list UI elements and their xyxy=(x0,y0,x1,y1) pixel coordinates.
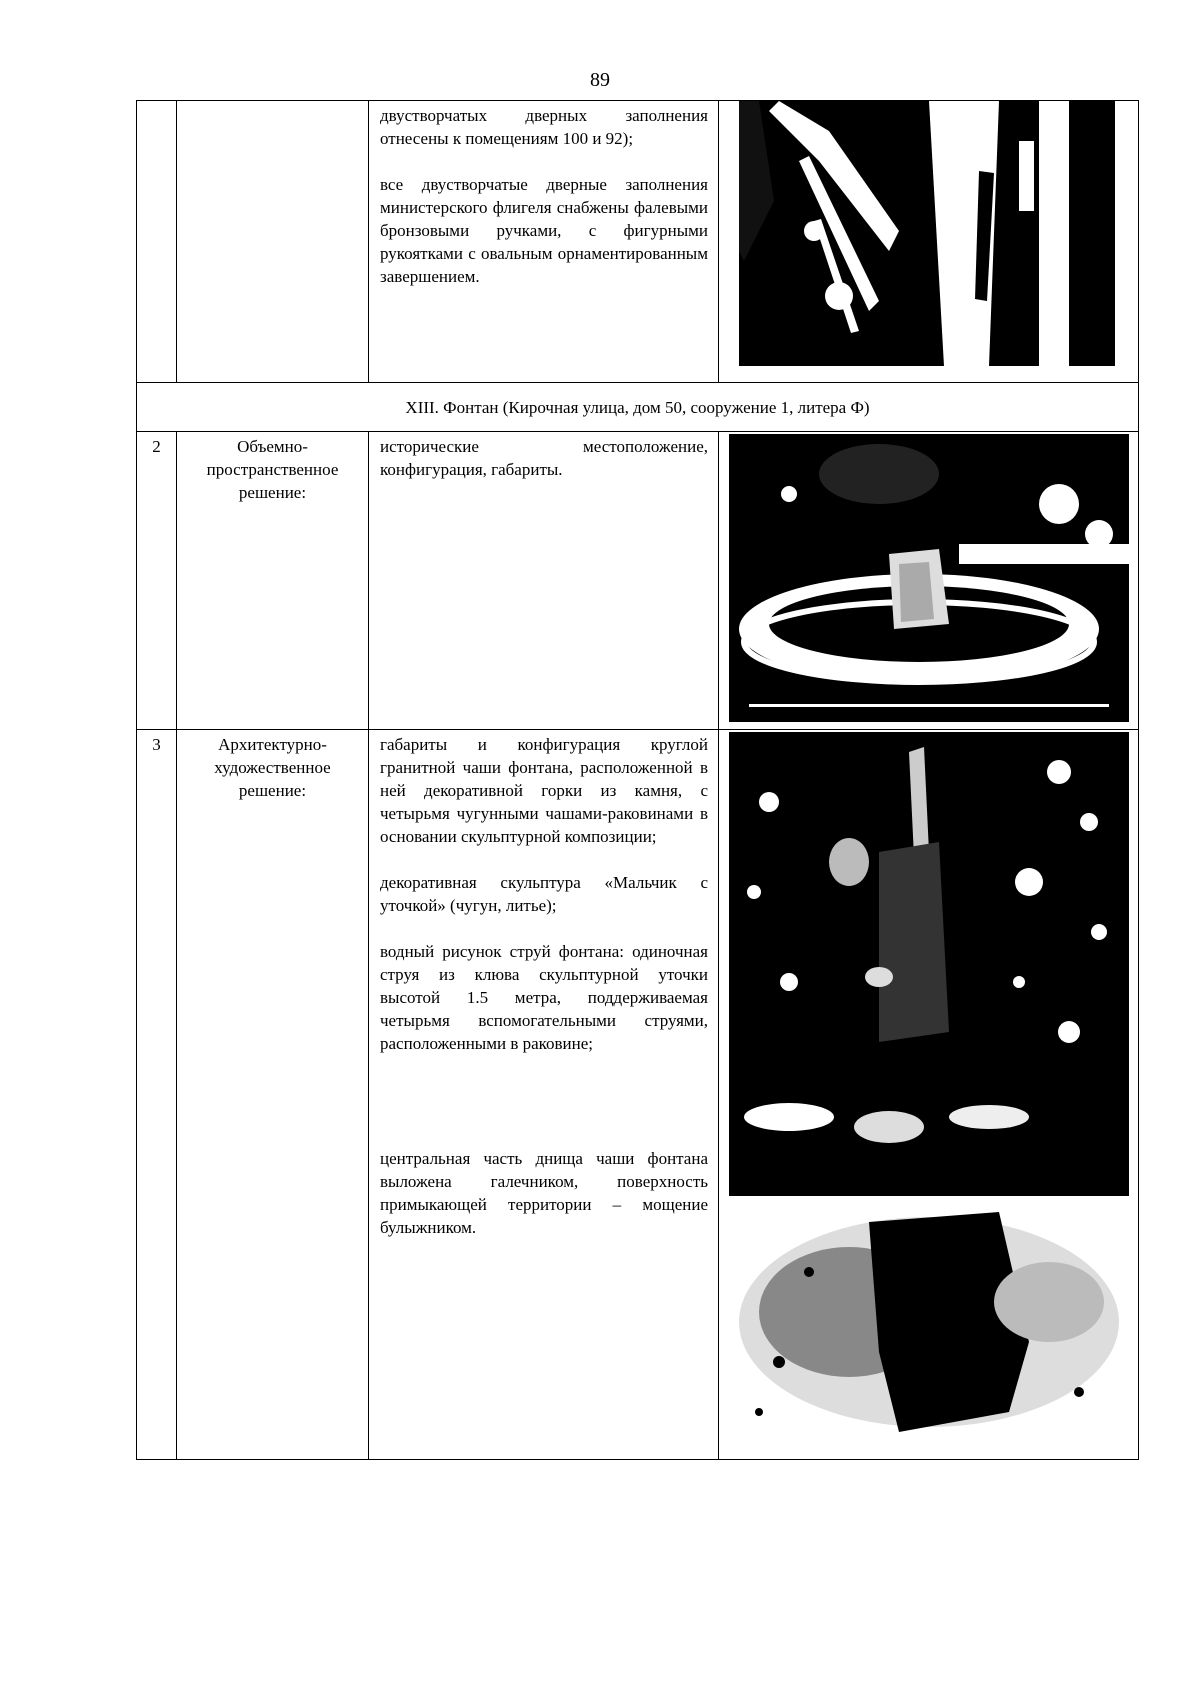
document-table xyxy=(136,100,1139,1460)
table-row xyxy=(137,730,1139,1460)
photo-cell xyxy=(719,432,1139,730)
row-description-cell xyxy=(369,101,719,383)
section-header-row xyxy=(137,383,1139,432)
fountain-bottom-photo xyxy=(729,1212,1129,1438)
sculpture-photo xyxy=(729,732,1129,1196)
table-row xyxy=(137,432,1139,730)
description-paragraph: все двустворчатые дверные заполнения министерского флигеля снабжены фалевыми бронзовыми ручками, с фигурными рукоятками с овальным орнаментированным завершением. xyxy=(380,175,708,286)
row-number xyxy=(137,101,176,104)
row-number: 2 xyxy=(152,437,161,456)
section-title: XIII. Фонтан (Кирочная улица, дом 50, сооружение 1, литера Ф) xyxy=(137,383,1139,432)
row-name: Объемно-пространственное решение: xyxy=(206,437,339,502)
row-description-cell xyxy=(369,432,719,730)
row-number-cell xyxy=(137,432,177,730)
row-name: Архитектурно-художественное решение: xyxy=(214,735,331,800)
row-name-cell xyxy=(177,432,369,730)
description-paragraph: водный рисунок струй фонтана: одиночная струя из клюва скульптурной уточки высотой 1.5 метра, поддерживаемая четырьмя вспомогательными струями, расположенными в раковине; xyxy=(380,942,708,1053)
row-name-cell xyxy=(177,101,369,383)
description-paragraph: центральная часть днища чаши фонтана выложена галечником, поверхность примыкающей территории – мощение булыжником. xyxy=(380,1149,708,1237)
row-number: 3 xyxy=(152,735,161,754)
photo-cell xyxy=(719,101,1139,383)
table-row xyxy=(137,101,1139,383)
description-paragraph: габариты и конфигурация круглой гранитной чаши фонтана, расположенной в ней декоративной горки из камня, с четырьмя чугунными чашами-раковинами в основании скульптурной композиции; xyxy=(380,735,708,846)
description-paragraph: двустворчатых дверных заполнения отнесены к помещениям 100 и 92); xyxy=(380,106,708,148)
fountain-overview-photo xyxy=(729,434,1129,722)
row-number-cell xyxy=(137,101,177,383)
description-paragraph: декоративная скульптура «Мальчик с уточкой» (чугун, литье); xyxy=(380,873,708,915)
description-paragraph: исторические местоположение, конфигурация, габариты. xyxy=(380,437,708,479)
row-number-cell xyxy=(137,730,177,1460)
photo-cell xyxy=(719,730,1139,1460)
door-handle-photo xyxy=(739,101,1115,366)
page-number: 89 xyxy=(590,69,610,91)
row-name-cell xyxy=(177,730,369,1460)
row-description-cell xyxy=(369,730,719,1460)
row-name xyxy=(177,101,368,104)
